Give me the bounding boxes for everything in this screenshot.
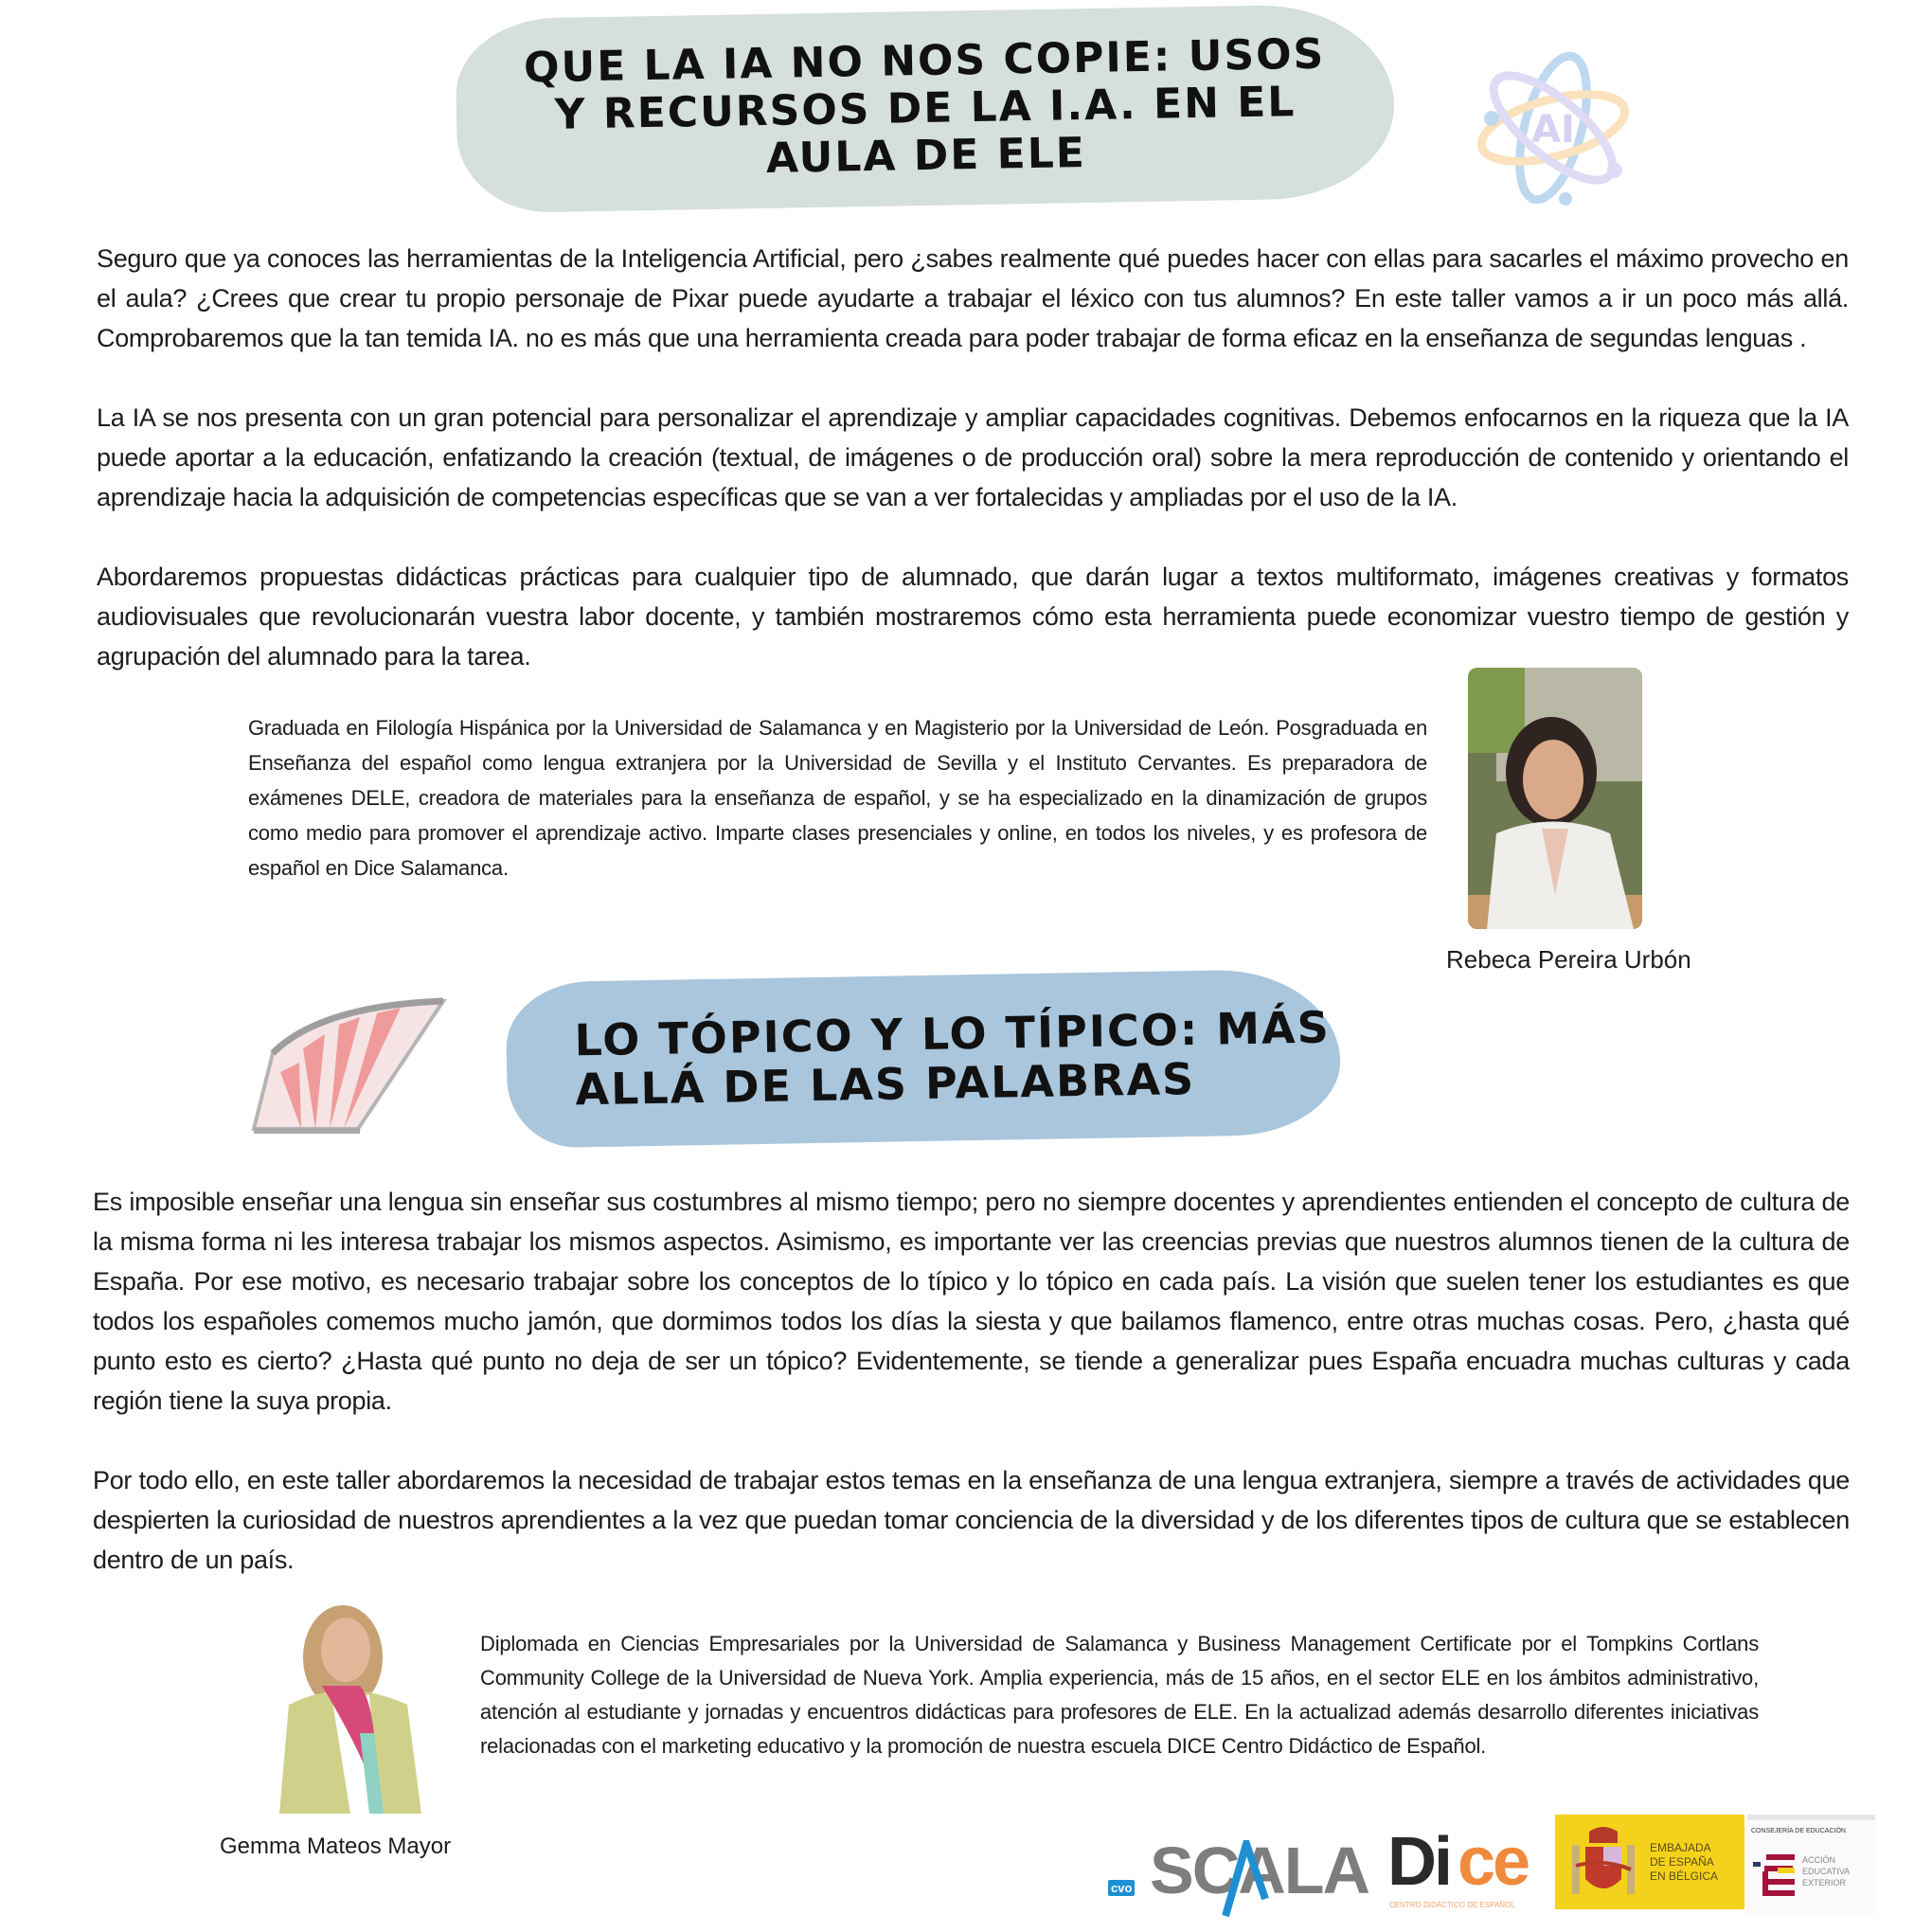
- embajada-espana-belgica-logo: EMBAJADA DE ESPAÑA EN BÉLGICA: [1555, 1815, 1744, 1909]
- speaker2-name: Gemma Mateos Mayor: [220, 1834, 452, 1859]
- cvo-scala-logo: cvo SCALA: [1108, 1833, 1354, 1918]
- aee-logo-mark-icon: [1753, 1852, 1797, 1898]
- speaker2-photo: [256, 1601, 426, 1814]
- section1-title-banner: [455, 3, 1395, 213]
- section1-paragraph-2: La IA se nos presenta con un gran potencial para personalizar el aprendizaje y ampliar capacidades cognitivas. Debemos enfocarnos en la riqueza que la IA puede aportar a la educación, enfatizando la creación (textual, de imágenes o de producción oral) sobre la mera reproducción de contenido y orientando el aprendizaje hacia la adquisición de competencias específicas que se van a ver fortalecidas y ampliadas por el uso de la IA.: [97, 403, 1849, 511]
- dice-logo: Di ce CENTRO DIDÁCTICO DE ESPAÑOL: [1387, 1824, 1529, 1909]
- section2-paragraph-2: Por todo ello, en este taller abordaremos la necesidad de trabajar estos temas en la enseñanza de una lengua extranjera, siempre a través de actividades que despierten la curiosidad de nuestros aprendientes a la vez que puedan tomar conciencia de la diversidad y de los diferentes tipos de cultura que se establecen dentro de un país.: [93, 1466, 1850, 1574]
- section1-title: QUE LA IA NO NOS COPIE: USOS Y RECURSOS DE LA I.A. EN EL AULA DE ELE: [523, 29, 1326, 183]
- spain-coat-of-arms-icon: [1570, 1826, 1637, 1900]
- section1-paragraph-3: Abordaremos propuestas didácticas prácticas para cualquier tipo de alumnado, que darán lugar a textos multiformato, imágenes creativas y formatos audiovisuales que revolucionarán vuestra labor docente, y también mostraremos cómo esta herramienta puede economizar vuestro tiempo de gestión y agrupación del alumnado para la tarea.: [97, 563, 1849, 671]
- speaker1-bio: Graduada en Filología Hispánica por la Universidad de Salamanca y en Magisterio por la Universidad de León. Posgraduada en Enseñanza del español como lengua extranjera por la Universidad de Sevilla y el Instituto Cervantes. Es preparadora de exámenes DELE, creadora de materiales para la enseñanza de español, y se ha especializado en la dinamización de grupos como medio para promover el aprendizaje activo. Imparte clases presenciales y online, en todos los niveles, y es profesora de español en Dice Salamanca.: [248, 716, 1427, 880]
- ai-atom-icon: [1473, 47, 1634, 208]
- svg-text:AI: AI: [1531, 108, 1575, 152]
- speaker1-name: Rebeca Pereira Urbón: [1446, 945, 1691, 974]
- speaker2-bio: Diplomada en Ciencias Empresariales por la Universidad de Salamanca y Business Management Certificate por el Tompkins Cortlans Community College de la Universidad de Nueva York. Amplia experiencia, más de 15 años, en el sector ELE en los ámbitos administrativo, atención al estudiante y jornadas y encuentros didácticas para profesores de ELE. En la actualizad además desarrollo diferentes iniciativas relacionadas con el marketing educativo y la promoción de nuestra escuela DICE Centro Didáctico de Español.: [480, 1632, 1759, 1758]
- section2-title-banner: [506, 968, 1342, 1148]
- speaker1-photo: [1468, 668, 1642, 929]
- spanish-fan-icon: [244, 996, 453, 1138]
- section2-paragraph-1: Es imposible enseñar una lengua sin enseñar sus costumbres al mismo tiempo; pero no siempre docentes y aprendientes entienden el concepto de cultura de la misma forma ni les interesa trabajar los mismos aspectos. Asimismo, es importante ver las creencias previas que nuestros alumnos tienen de la cultura de España. Por ese motivo, es necesario trabajar sobre los conceptos de lo típico y lo tópico en cada país. La visión que suelen tener los estudiantes es que todos los españoles comemos mucho jamón, que dormimos todos los días la siesta y que bailamos flamenco, entre otras muchas cosas. Pero, ¿hasta qué punto esto es cierto? ¿Hasta qué punto no deja de ser un tópico? Evidentemente, se tiende a generalizar pues España encuadra muchas culturas y cada región tiene la suya propia.: [93, 1188, 1850, 1415]
- accion-educativa-exterior-logo: CONSEJERÍA DE EDUCACIÓN ACCIÓN EDUCATIVA EXTERIOR: [1747, 1815, 1875, 1915]
- section1-paragraph-1: Seguro que ya conoces las herramientas de la Inteligencia Artificial, pero ¿sabes realmente qué puedes hacer con ellas para sacarles el máximo provecho en el aula? ¿Crees que crear tu propio personaje de Pixar puede ayudarte a trabajar el léxico con tus alumnos? En este taller vamos a ir un poco más allá. Comprobaremos que la tan temida IA. no es más que una herramienta creada para poder trabajar de forma eficaz en la enseñanza de segundas lenguas .: [97, 244, 1849, 352]
- section2-title: LO TÓPICO Y LO TÍPICO: MÁS ALLÁ DE LAS PALABRAS: [574, 1001, 1332, 1115]
